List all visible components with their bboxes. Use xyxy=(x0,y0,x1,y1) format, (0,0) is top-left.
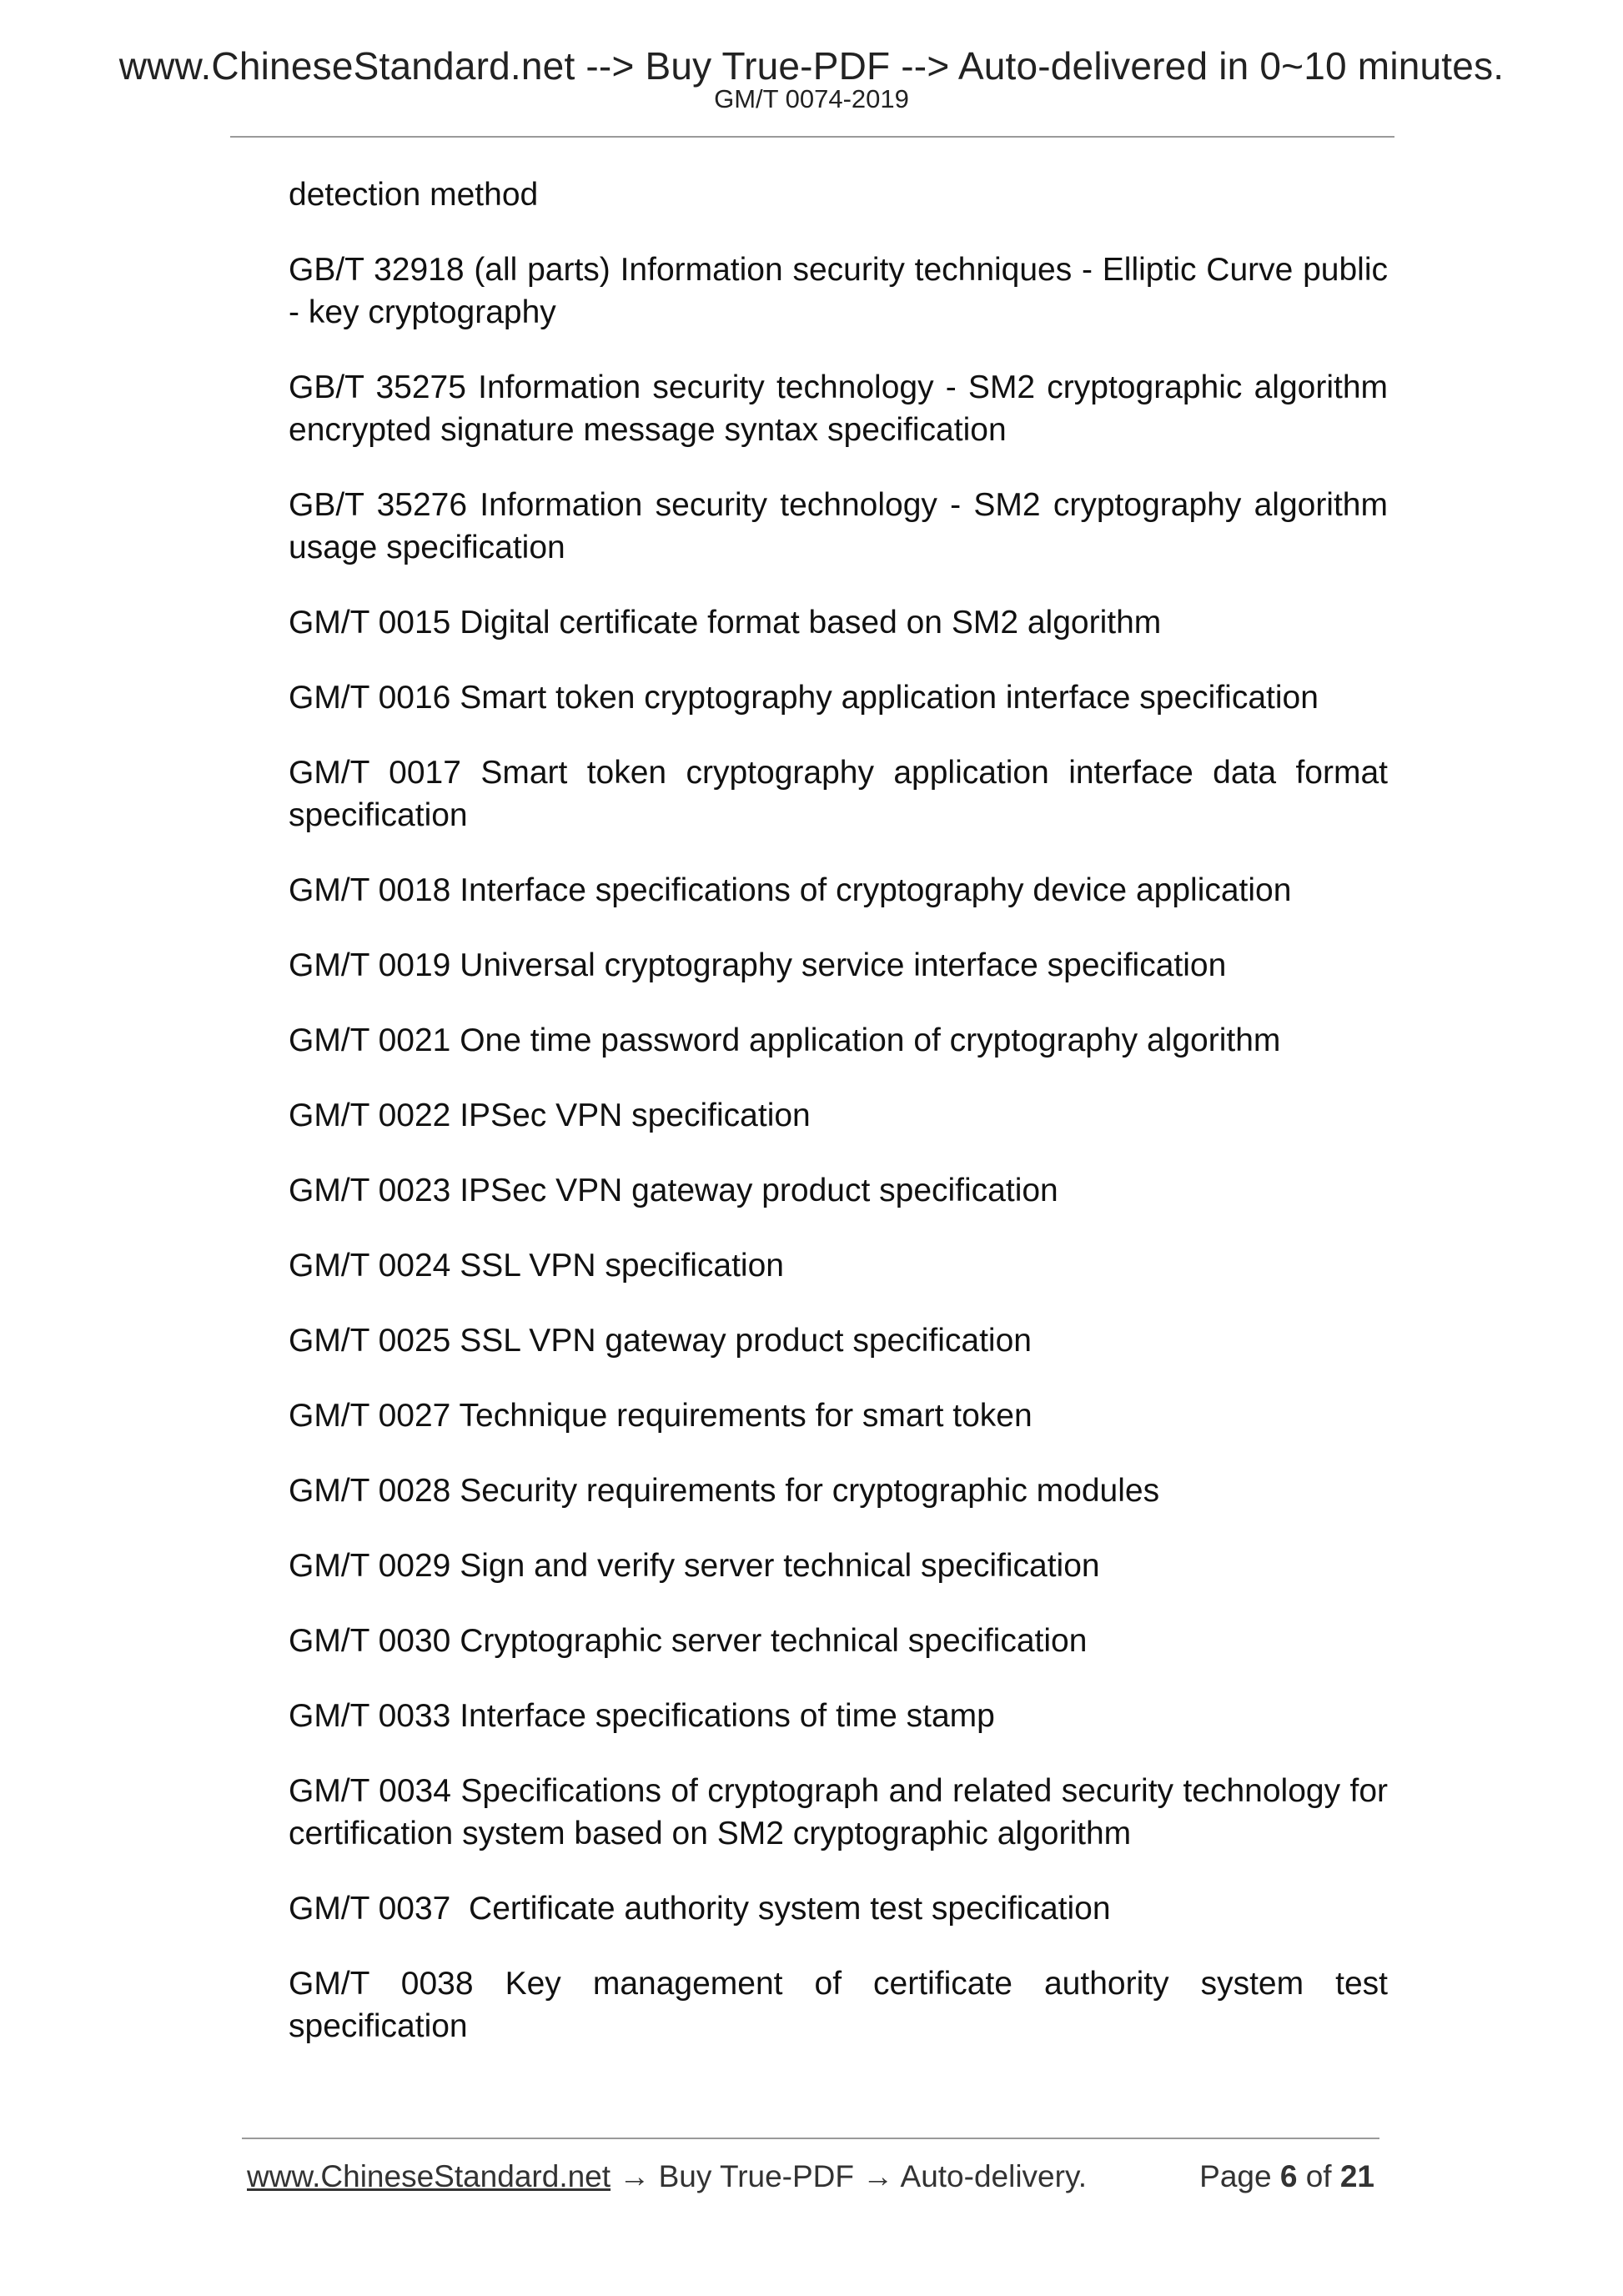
page-of-label: of xyxy=(1305,2159,1332,2193)
footer-promo xyxy=(247,2158,1087,2195)
footer-site-link[interactable]: www.ChineseStandard.net xyxy=(247,2159,611,2193)
reference-entry: GM/T 0018 Interface specifications of cryptography device application xyxy=(289,872,1292,908)
reference-entry: GM/T 0037 Certificate authority system test specification xyxy=(289,1891,1111,1927)
normative-references-list xyxy=(289,173,1388,2080)
page-total: 21 xyxy=(1339,2159,1374,2193)
reference-entry: GB/T 32918 (all parts) Information security techniques - Elliptic Curve public - key cryptography xyxy=(289,252,1388,330)
reference-entry: GM/T 0022 IPSec VPN specification xyxy=(289,1098,811,1133)
reference-entry: GM/T 0029 Sign and verify server technical specification xyxy=(289,1548,1100,1584)
footer-tagline: → Buy True-PDF → Auto-delivery. xyxy=(611,2159,1087,2193)
reference-entry: GM/T 0019 Universal cryptography service interface specification xyxy=(289,947,1227,983)
reference-entry: detection method xyxy=(289,177,539,213)
page-label: Page xyxy=(1199,2159,1272,2193)
reference-entry: GM/T 0015 Digital certificate format based on SM2 algorithm xyxy=(289,605,1162,641)
document-number: GM/T 0074-2019 xyxy=(714,84,909,113)
header-divider xyxy=(230,136,1394,138)
footer-divider xyxy=(242,2138,1379,2139)
reference-entry: GB/T 35275 Information security technology - SM2 cryptographic algorithm encrypted signature message syntax specification xyxy=(289,369,1388,448)
reference-entry: GM/T 0027 Technique requirements for smart token xyxy=(289,1398,1033,1434)
reference-entry: GM/T 0034 Specifications of cryptograph and related security technology for certification system based on SM2 cryptographic algorithm xyxy=(289,1773,1388,1851)
reference-entry: GM/T 0028 Security requirements for cryptographic modules xyxy=(289,1473,1160,1509)
reference-entry: GM/T 0025 SSL VPN gateway product specification xyxy=(289,1323,1032,1359)
reference-entry: GM/T 0017 Smart token cryptography application interface data format specification xyxy=(289,755,1388,833)
reference-entry: GM/T 0021 One time password application of cryptography algorithm xyxy=(289,1022,1281,1058)
site-banner: www.ChineseStandard.net --> Buy True-PDF --> Auto-delivered in 0~10 minutes. xyxy=(118,44,1505,88)
page-indicator xyxy=(1199,2158,1374,2195)
reference-entry: GM/T 0030 Cryptographic server technical specification xyxy=(289,1623,1088,1659)
reference-entry: GM/T 0038 Key management of certificate authority system test specification xyxy=(289,1966,1388,2044)
reference-entry: GB/T 35276 Information security technology - SM2 cryptography algorithm usage specification xyxy=(289,487,1388,565)
reference-entry: GM/T 0033 Interface specifications of time stamp xyxy=(289,1698,995,1734)
reference-entry: GM/T 0016 Smart token cryptography application interface specification xyxy=(289,680,1319,716)
page-current: 6 xyxy=(1279,2159,1298,2193)
reference-entry: GM/T 0024 SSL VPN specification xyxy=(289,1248,784,1284)
reference-entry: GM/T 0023 IPSec VPN gateway product specification xyxy=(289,1173,1058,1208)
